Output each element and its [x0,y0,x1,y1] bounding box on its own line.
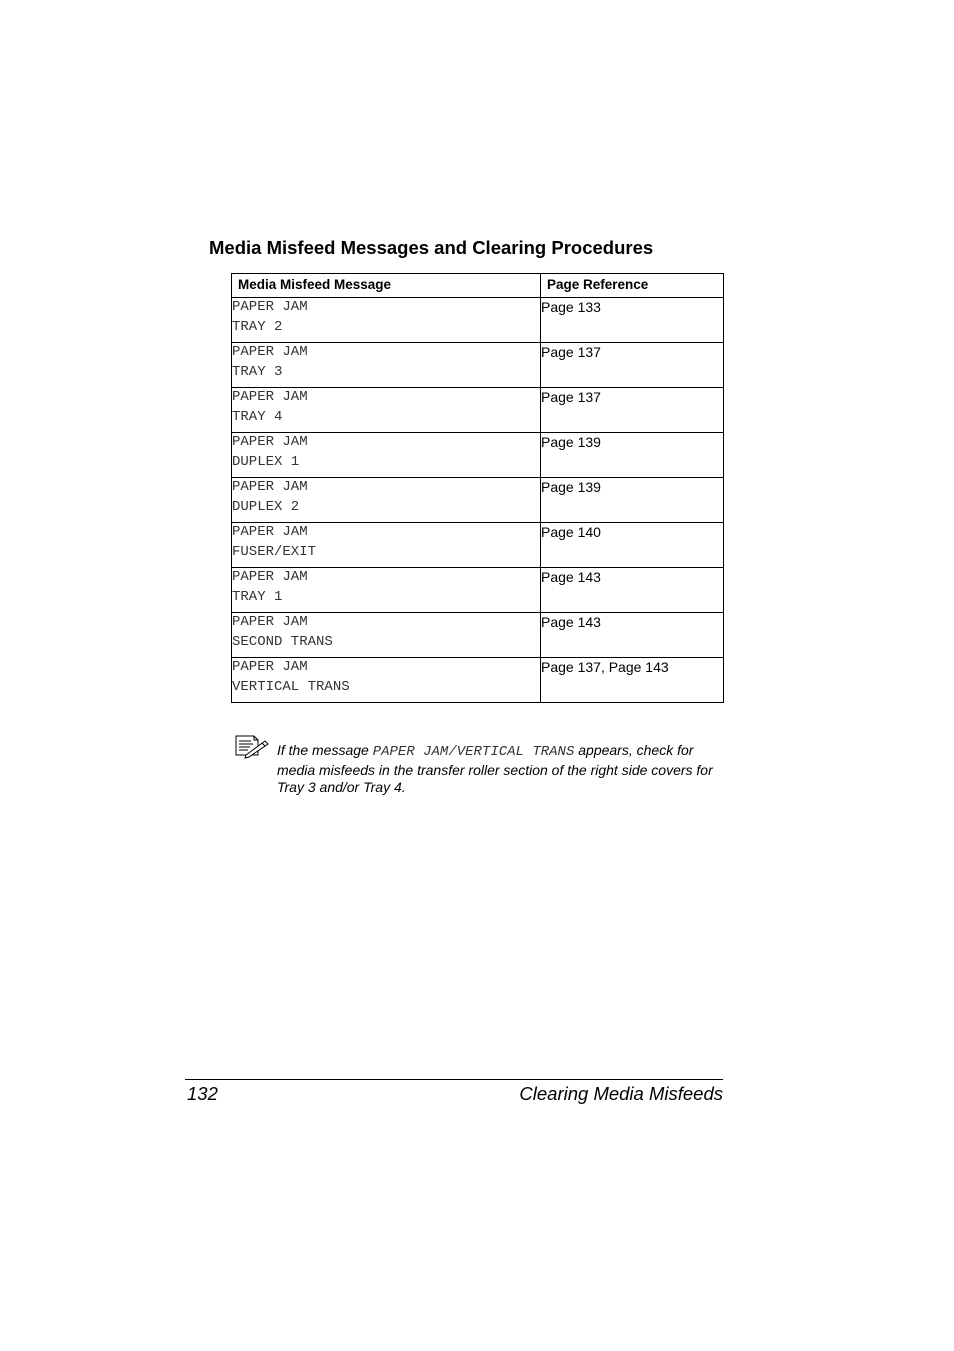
page-reference: Page 139 [541,478,724,523]
note-prefix: If the message [277,742,373,758]
page-reference: Page 137 [541,388,724,433]
page-reference: Page 140 [541,523,724,568]
misfeed-message: PAPER JAM VERTICAL TRANS [232,658,541,703]
table-row [232,388,724,433]
misfeed-message: PAPER JAM DUPLEX 1 [232,433,541,478]
table-row [232,613,724,658]
table-row [232,433,724,478]
page-number: 132 [187,1083,218,1104]
footer-divider [185,1079,723,1080]
misfeed-message: PAPER JAM SECOND TRANS [232,613,541,658]
misfeed-message: PAPER JAM TRAY 1 [232,568,541,613]
page-reference: Page 137 [541,343,724,388]
misfeed-message: PAPER JAM TRAY 2 [232,298,541,343]
footer-chapter-title: Clearing Media Misfeeds [519,1083,723,1104]
table-header-row [232,274,724,298]
table-row [232,568,724,613]
page-reference: Page 143 [541,568,724,613]
column-header-message: Media Misfeed Message [232,274,541,298]
misfeed-table [231,273,724,703]
page-reference: Page 137, Page 143 [541,658,724,703]
misfeed-message: PAPER JAM DUPLEX 2 [232,478,541,523]
page-reference: Page 139 [541,433,724,478]
note-pencil-icon [234,735,270,759]
table-row [232,343,724,388]
note-text [277,742,727,797]
page-reference: Page 133 [541,298,724,343]
note-code: PAPER JAM/VERTICAL TRANS [372,744,575,760]
misfeed-message: PAPER JAM TRAY 3 [232,343,541,388]
misfeed-message: PAPER JAM TRAY 4 [232,388,541,433]
table-row [232,478,724,523]
page-reference: Page 143 [541,613,724,658]
misfeed-message: PAPER JAM FUSER/EXIT [232,523,541,568]
column-header-reference: Page Reference [541,274,724,298]
table-row [232,523,724,568]
table-row [232,658,724,703]
table-row [232,298,724,343]
section-heading: Media Misfeed Messages and Clearing Procedures [209,237,654,258]
note-suffix: appears, check for media misfeeds in the transfer roller section of the right side covers for Tray 3 and/or Tray 4. [277,742,713,795]
